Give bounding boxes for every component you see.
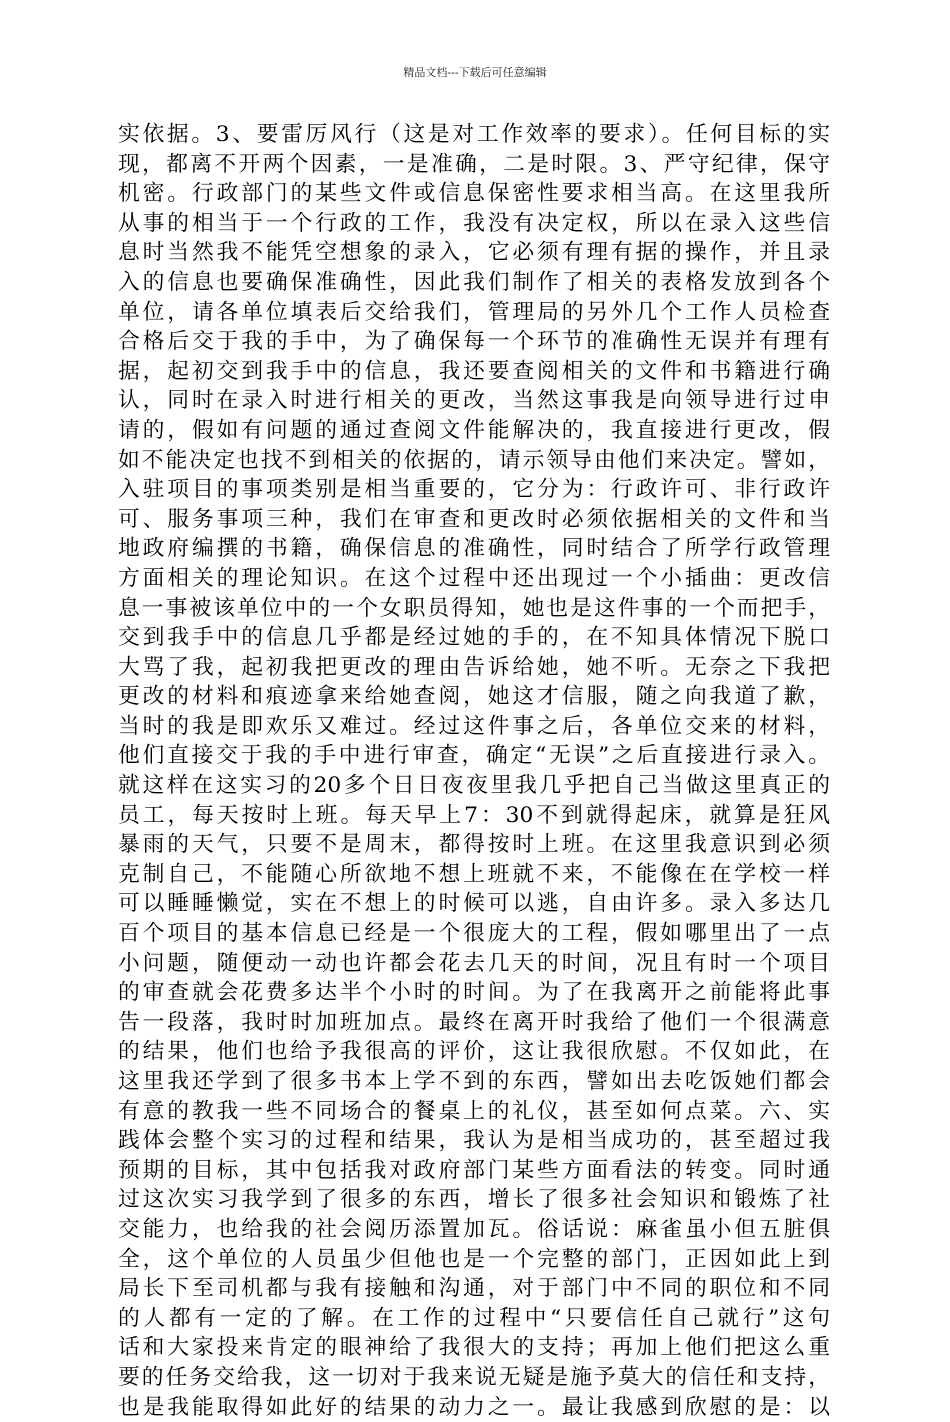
body-line: 的结果，他们也给予我很高的评价，这让我很欣慰。不仅如此，在 [118, 1039, 830, 1065]
body-line: 入的信息也要确保准确性，因此我们制作了相关的表格发放到各个 [118, 269, 830, 295]
body-line: 告一段落，我时时加班加点。最终在离开时我给了他们一个很满意 [118, 1009, 830, 1035]
body-line: 合格后交于我的手中，为了确保每一个环节的准确性无误并有理有 [118, 329, 830, 355]
body-line: 交到我手中的信息几乎都是经过她的手的，在不知具体情况下脱口 [118, 625, 830, 651]
body-line: 全，这个单位的人员虽少但他也是一个完整的部门，正因如此上到 [118, 1246, 830, 1272]
body-line: 据，起初交到我手中的信息，我还要查阅相关的文件和书籍进行确 [118, 358, 830, 384]
body-line: 地政府编撰的书籍，确保信息的准确性，同时结合了所学行政管理 [118, 536, 830, 562]
body-line: 单位，请各单位填表后交给我们，管理局的另外几个工作人员检查 [118, 299, 830, 325]
body-line: 预期的目标，其中包括我对政府部门某些方面看法的转变。同时通 [118, 1157, 830, 1183]
body-line: 从事的相当于一个行政的工作，我没有决定权，所以在录入这些信 [118, 210, 830, 236]
body-line: 机密。行政部门的某些文件或信息保密性要求相当高。在这里我所 [118, 181, 830, 207]
body-line: 的审查就会花费多达半个小时的时间。为了在我离开之前能将此事 [118, 980, 830, 1006]
body-line: 要的任务交给我，这一切对于我来说无疑是施予莫大的信任和支持， [118, 1364, 830, 1390]
body-line: 百个项目的基本信息已经是一个很庞大的工程，假如哪里出了一点 [118, 921, 830, 947]
body-line: 认，同时在录入时进行相关的更改，当然这事我是向领导进行过申 [118, 388, 830, 414]
body-line: 请的，假如有问题的通过查阅文件能解决的，我直接进行更改，假 [118, 417, 830, 443]
body-line: 更改的材料和痕迹拿来给她查阅，她这才信服，随之向我道了歉， [118, 684, 830, 710]
page-header: 精品文档---下载后可任意编辑 [403, 66, 547, 79]
body-line: 就这样在这实习的20多个日日夜夜里我几乎把自己当做这里真正的 [118, 773, 830, 799]
body-line: 如不能决定也找不到相关的依据的，请示领导由他们来决定。譬如， [118, 447, 830, 473]
body-line: 话和大家投来肯定的眼神给了我很大的支持；再加上他们把这么重 [118, 1335, 830, 1361]
body-line: 员工，每天按时上班。每天早上7：30不到就得起床，就算是狂风 [118, 802, 830, 828]
body-line: 践体会整个实习的过程和结果，我认为是相当成功的，甚至超过我 [118, 1128, 830, 1154]
body-line: 局长下至司机都与我有接触和沟通，对于部门中不同的职位和不同 [118, 1276, 830, 1302]
body-line: 交能力，也给我的社会阅历添置加瓦。俗话说：麻雀虽小但五脏俱 [118, 1216, 830, 1242]
body-line: 入驻项目的事项类别是相当重要的，它分为：行政许可、非行政许 [118, 477, 830, 503]
document-body [118, 120, 830, 1422]
body-line: 现，都离不开两个因素，一是准确，二是时限。3、严守纪律，保守 [118, 151, 830, 177]
body-line: 小问题，随便动一动也许都会花去几天的时间，况且有时一个项目 [118, 950, 830, 976]
body-line: 有意的教我一些不同场合的餐桌上的礼仪，甚至如何点菜。六、实 [118, 1098, 830, 1124]
body-line: 息时当然我不能凭空想象的录入，它必须有理有据的操作，并且录 [118, 240, 830, 266]
body-line: 的人都有一定的了解。在工作的过程中“只要信任自己就行”这句 [118, 1305, 830, 1331]
body-line: 他们直接交于我的手中进行审查，确定“无误”之后直接进行录入。 [118, 743, 830, 769]
body-line: 实依据。3、要雷厉风行（这是对工作效率的要求）。任何目标的实 [118, 122, 830, 147]
body-line: 也是我能取得如此好的结果的动力之一。最让我感到欣慰的是：以 [118, 1394, 830, 1420]
body-line: 过这次实习我学到了很多的东西，增长了很多社会知识和锻炼了社 [118, 1187, 830, 1213]
body-line: 暴雨的天气，只要不是周末，都得按时上班。在这里我意识到必须 [118, 832, 830, 858]
body-line: 克制自己，不能随心所欲地不想上班就不来，不能像在在学校一样 [118, 861, 830, 887]
body-line: 这里我还学到了很多书本上学不到的东西，譬如出去吃饭她们都会 [118, 1069, 830, 1094]
body-line: 大骂了我，起初我把更改的理由告诉给她，她不听。无奈之下我把 [118, 654, 830, 680]
body-line: 方面相关的理论知识。在这个过程中还出现过一个小插曲：更改信 [118, 565, 830, 591]
body-line: 可、服务事项三种，我们在审查和更改时必须依据相关的文件和当 [118, 506, 830, 532]
body-line: 可以睡睡懒觉，实在不想上的时候可以逃，自由许多。录入多达几 [118, 891, 830, 917]
body-line: 当时的我是即欢乐又难过。经过这件事之后，各单位交来的材料， [118, 713, 830, 739]
body-line: 息一事被该单位中的一个女职员得知，她也是这件事的一个而把手， [118, 595, 830, 621]
